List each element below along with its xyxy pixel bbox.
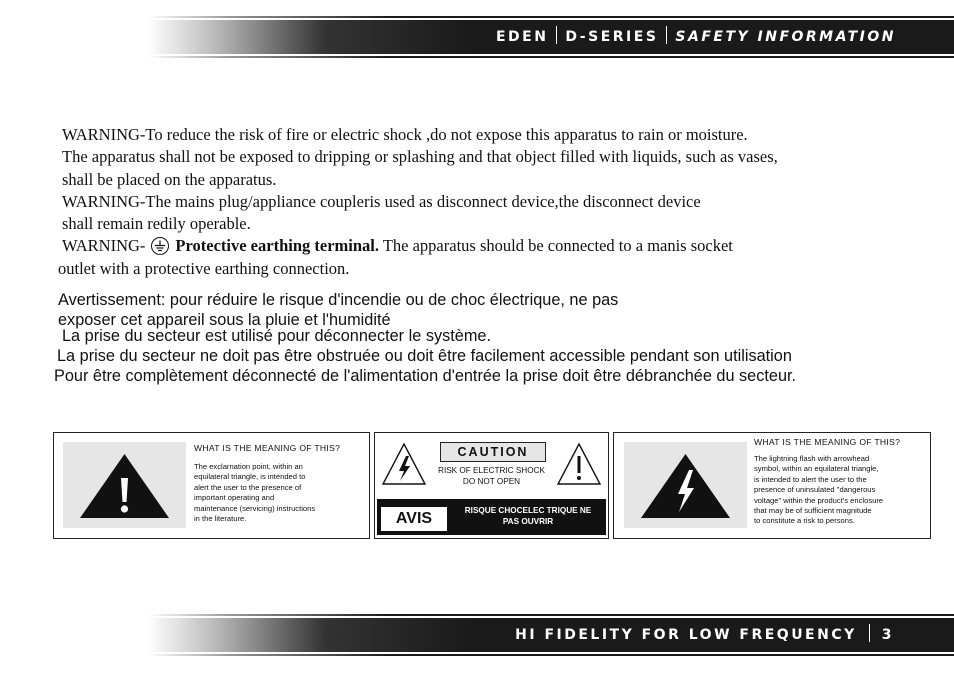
- box-left-line: important operating and: [194, 493, 275, 503]
- footer-top-rule: [148, 614, 954, 616]
- footer-separator: [869, 624, 870, 642]
- box-right-line: symbol, within an equilateral triangle,: [754, 464, 879, 474]
- header-brand: EDEN: [495, 29, 549, 45]
- warning-line: The apparatus shall not be exposed to dripping or splashing and that object filled with liquids, such as vases,: [62, 147, 778, 167]
- header-band: [148, 20, 954, 54]
- risk-line-2: DO NOT OPEN: [462, 477, 521, 486]
- box-left-line: maintenance (servicing) instructions: [194, 503, 316, 513]
- footer-band: [148, 618, 954, 652]
- exclamation-triangle-outline-icon: [555, 441, 603, 487]
- earth-warning-line: [58, 235, 938, 257]
- box-right-line: that may be of sufficient magnitude: [754, 506, 872, 516]
- box-right-line: The lightning flash with arrowhead: [754, 454, 870, 463]
- header-separator: [556, 26, 557, 44]
- box-left-line: in the literature.: [194, 514, 247, 524]
- earth-warning-prefix: WARNING-: [62, 236, 146, 256]
- header-separator: [666, 26, 667, 44]
- header-series: D-SERIES: [565, 29, 659, 45]
- box-left-line: equilateral triangle, is intended to: [194, 472, 306, 482]
- lightning-triangle-icon: [624, 442, 747, 528]
- french-line: exposer cet appareil sous la pluie et l'humidité: [58, 311, 391, 329]
- avis-bar: [377, 499, 606, 535]
- exclamation-info-box: [53, 432, 370, 539]
- exclamation-triangle-icon: [63, 442, 186, 528]
- page-number: 3: [881, 627, 894, 643]
- avis-line-1: RISQUE CHOCELEC TRIQUE NE: [464, 506, 592, 515]
- header-top-rule: [148, 16, 954, 18]
- french-warnings: [54, 290, 944, 386]
- warning-line: WARNING-The mains plug/appliance coupleris used as disconnect device,the disconnect device: [62, 191, 701, 211]
- caution-label: CAUTION: [440, 442, 546, 462]
- header-bottom-rule: [148, 56, 954, 58]
- warning-line: shall be placed on the apparatus.: [62, 169, 277, 189]
- footer-slogan: HI FIDELITY FOR LOW FREQUENCY: [515, 627, 857, 643]
- exclamation-triangle-panel: [63, 442, 186, 528]
- avis-text: [453, 505, 603, 527]
- box-right-line: is intended to alert the user to the: [754, 474, 867, 484]
- box-left-text: [194, 462, 315, 524]
- french-line: La prise du secteur ne doit pas être obstruée ou doit être facilement accessible pendant son utilisation: [57, 347, 792, 365]
- header-title: [496, 20, 896, 54]
- warning-line: WARNING-To reduce the risk of fire or electric shock ,do not expose this apparatus to rain or moisture.: [62, 125, 748, 144]
- box-right-line: to constitute a risk to persons.: [754, 516, 855, 526]
- box-left-line: alert the user to the presence of: [194, 482, 302, 492]
- box-right-line: presence of uninsulated "dangerous: [754, 485, 876, 495]
- box-right-text: [754, 454, 883, 527]
- header-section: SAFETY INFORMATION: [675, 29, 896, 45]
- earth-warning-line2: outlet with a protective earthing connection.: [58, 258, 350, 278]
- risk-line-1: RISK OF ELECTRIC SHOCK: [438, 466, 545, 475]
- footer-title: [515, 618, 894, 652]
- english-warnings: [58, 124, 938, 280]
- box-right-title: WHAT IS THE MEANING OF THIS?: [754, 437, 901, 447]
- avis-label: AVIS: [381, 507, 447, 531]
- earth-warning-rest: The apparatus should be connected to a manis socket: [382, 236, 733, 256]
- french-line: La prise du secteur est utilisé pour déconnecter le système.: [62, 327, 491, 345]
- footer-bottom-rule: [148, 654, 954, 656]
- earth-warning-bold: Protective earthing terminal.: [175, 236, 379, 256]
- avis-line-2: PAS OUVRIR: [502, 517, 554, 526]
- box-left-title: WHAT IS THE MEANING OF THIS?: [194, 443, 341, 453]
- box-right-line: voltage" within the product's enclosure: [754, 495, 884, 505]
- earth-ground-icon: [151, 237, 169, 255]
- box-left-line: The exclarnation point, within an: [194, 462, 303, 471]
- french-line: Avertissement: pour réduire le risque d'incendie ou de choc électrique, ne pas: [58, 291, 619, 309]
- lightning-info-box: [613, 432, 931, 539]
- french-line: Pour être complètement déconnecté de l'alimentation d'entrée la prise doit être débranchée du secteur.: [54, 367, 797, 385]
- lightning-triangle-panel: [624, 442, 747, 528]
- caution-label-box: [374, 432, 609, 539]
- warning-line: shall remain redily operable.: [62, 214, 251, 234]
